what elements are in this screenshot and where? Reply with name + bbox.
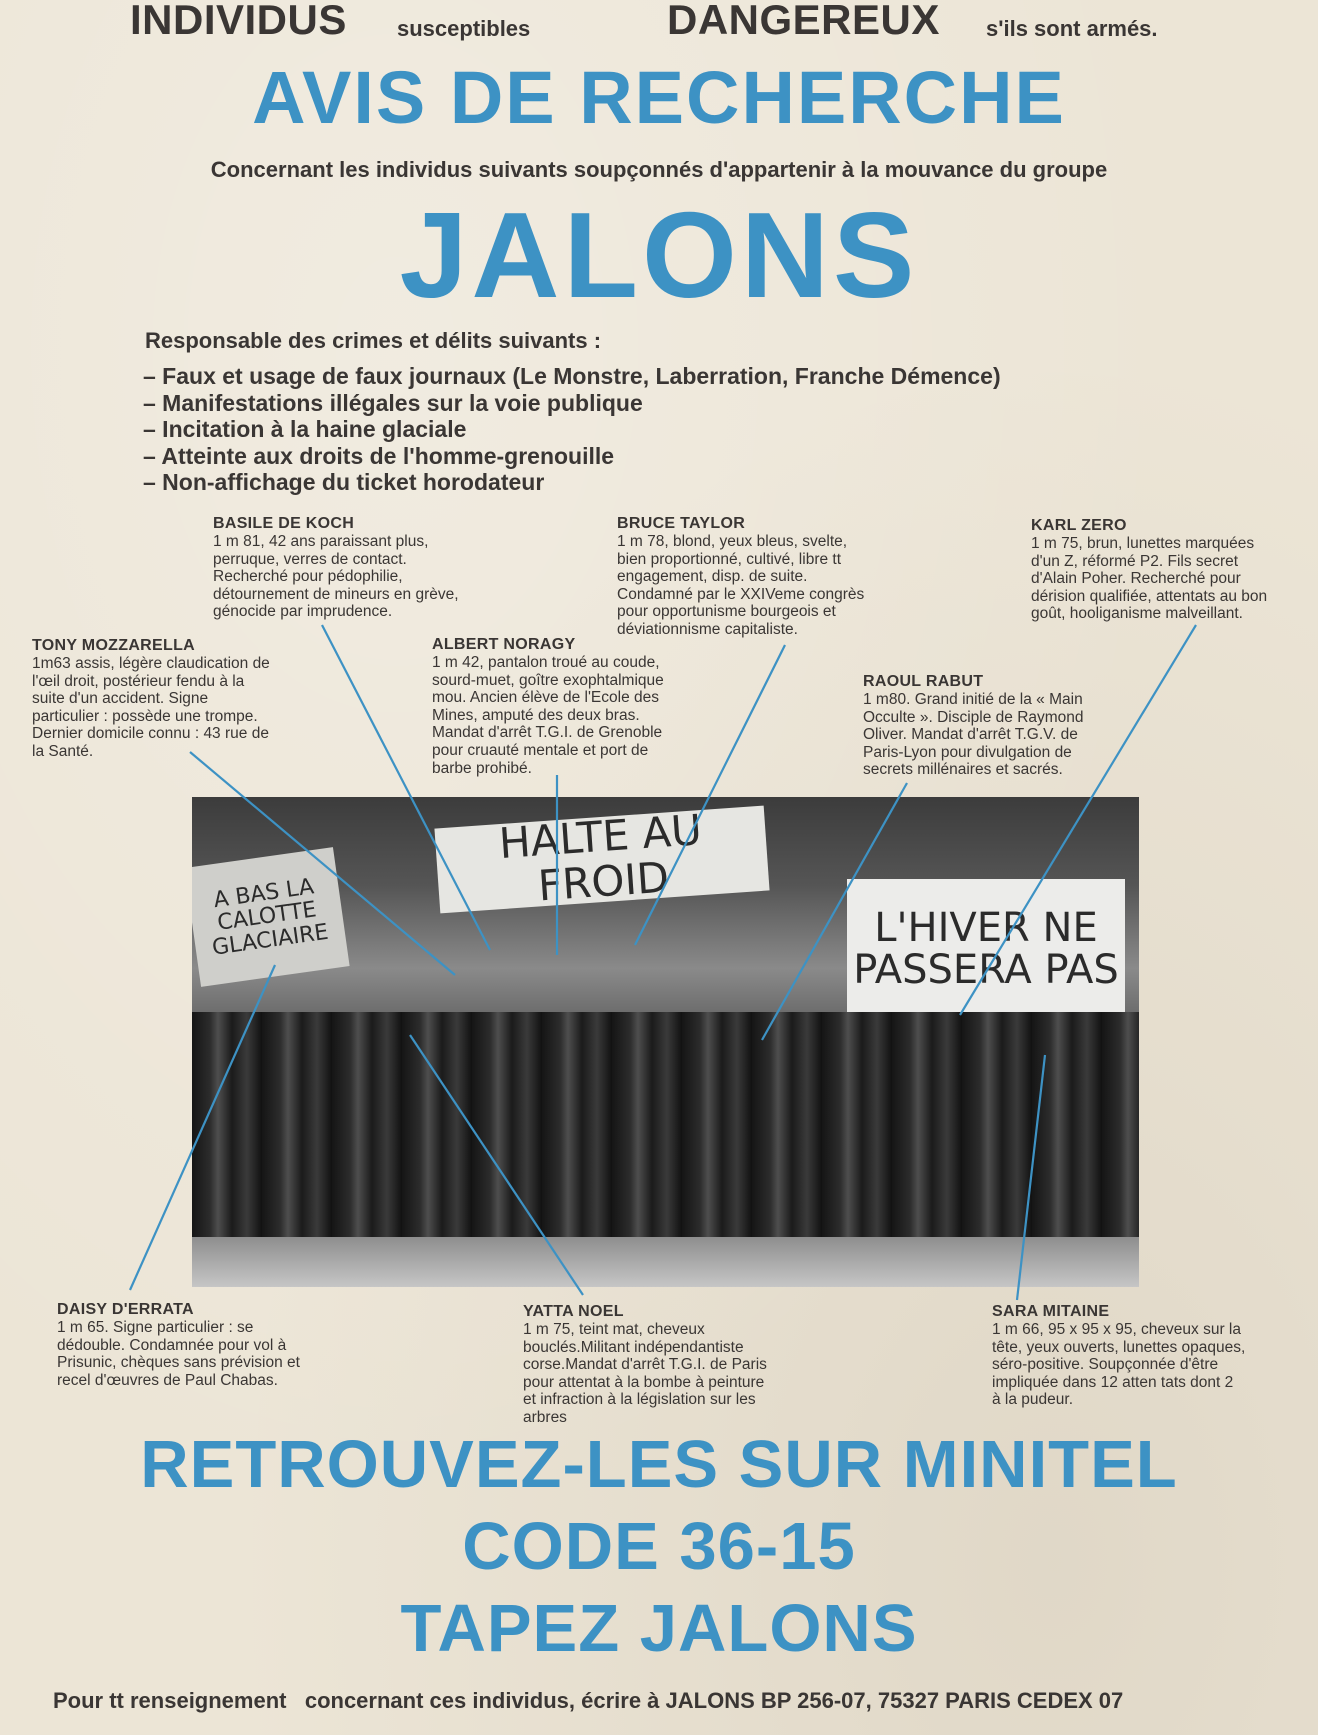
crime-item: – Incitation à la haine glaciale	[143, 416, 467, 442]
suspect-name: RAOUL RABUT	[863, 673, 984, 690]
leader-line	[410, 1035, 583, 1295]
crime-item: – Non-affichage du ticket horodateur	[143, 469, 545, 495]
leader-line	[130, 965, 275, 1290]
page-title: AVIS DE RECHERCHE	[252, 56, 1066, 139]
leader-line	[635, 645, 785, 945]
header-word-susceptibles: susceptibles	[397, 16, 531, 41]
suspect-name: SARA MITAINE	[992, 1303, 1110, 1320]
suspect-daisy-derrata	[57, 1301, 300, 1389]
header-word-individus: INDIVIDUS	[130, 0, 347, 43]
suspect-sara-mitaine	[992, 1303, 1245, 1409]
leader-line	[1017, 1055, 1045, 1300]
leader-line	[960, 625, 1196, 1015]
leader-line	[762, 783, 907, 1040]
crime-item: – Manifestations illégales sur la voie publique	[143, 389, 643, 416]
cta-line-2: CODE 36-15	[462, 1509, 856, 1584]
banner-left: A BAS LA CALOTTE GLACIAIRE	[192, 847, 350, 987]
crime-item: – Atteinte aux droits de l'homme-grenouille	[143, 442, 615, 469]
leader-line	[190, 752, 455, 975]
suspect-name: BASILE DE KOCH	[213, 515, 355, 532]
subtitle: Concernant les individus suivants soupçonnés d'appartenir à la mouvance du groupe	[210, 157, 1108, 182]
group-name: JALONS	[399, 187, 919, 323]
crimes-heading: Responsable des crimes et délits suivants :	[145, 328, 602, 353]
suspect-name: DAISY D'ERRATA	[57, 1301, 194, 1318]
suspect-name: YATTA NOEL	[523, 1303, 624, 1320]
footer-part-1: Pour tt renseignement	[53, 1688, 287, 1713]
suspect-description: 1 m 81, 42 ans paraissant plus, perruque, verres de contact. Recherché pour pédophilie, détournement de mineurs en grève, génocide par imprudence.	[213, 533, 459, 621]
suspect-name: BRUCE TAYLOR	[617, 515, 746, 532]
header-word-dangereux: DANGEREUX	[667, 0, 940, 43]
suspect-description: 1 m 42, pantalon troué au coude, sourd-muet, goître exophtalmique mou. Ancien élève de l'Ecole des Mines, amputé des deux bras. Mandat d'arrêt T.G.I. de Grenoble pour cruauté mentale et port de barbe prohibé.	[432, 654, 664, 777]
banner-center: HALTE AU FROID	[434, 806, 769, 914]
suspect-description: 1m63 assis, légère claudication de l'œil droit, postérieur fendu à la suite d'un accident. Signe particulier : possède une trompe. Dernier domicile connu : 43 rue de la Santé.	[32, 655, 270, 760]
leader-line	[322, 625, 490, 950]
suspect-name: TONY MOZZARELLA	[32, 637, 196, 654]
cta-line-3: TAPEZ JALONS	[400, 1591, 918, 1666]
suspect-yatta-noel	[523, 1303, 767, 1427]
suspect-description: 1 m 65. Signe particulier : se dédouble. Condamnée pour vol à Prisunic, chèques sans prévision et recel d'œuvres de Paul Chabas.	[57, 1319, 300, 1389]
crime-item: – Faux et usage de faux journaux (Le Monstre, Laberration, Franche Démence)	[143, 363, 1001, 389]
suspect-name: KARL ZERO	[1031, 517, 1127, 534]
cta-line-1: RETROUVEZ-LES SUR MINITEL	[140, 1427, 1178, 1502]
header-word-armes: s'ils sont armés.	[986, 16, 1158, 41]
footer-part-2: concernant ces individus, écrire à JALONS BP 256-07, 75327 PARIS CEDEX 07	[304, 1688, 1124, 1713]
suspect-description: 1 m80. Grand initié de la « Main Occulte ». Disciple de Raymond Oliver. Mandat d'arrêt T.G.V. de Paris-Lyon pour divulgation de secrets millénaires et sacrés.	[863, 691, 1084, 779]
suspect-description: 1 m 75, teint mat, cheveux bouclés.Militant indépendantiste corse.Mandat d'arrêt T.G.I. de Paris pour attentat à la bombe à peinture et infraction à la législation sur les arbres	[523, 1321, 767, 1426]
suspect-description: 1 m 66, 95 x 95 x 95, cheveux sur la tête, yeux ouverts, lunettes opaques, séro-positive. Soupçonnée d'être impliquée dans 12 atten tats dont 2 à la pudeur.	[992, 1321, 1246, 1409]
suspect-description: 1 m 75, brun, lunettes marquées d'un Z, réformé P2. Fils secret d'Alain Poher. Recherché pour dérision qualifiée, attentats au bon goût, hooliganisme malveillant.	[1031, 535, 1268, 623]
suspect-name: ALBERT NORAGY	[432, 636, 576, 653]
banner-right: L'HIVER NE PASSERA PAS	[847, 879, 1125, 1019]
suspect-description: 1 m 78, blond, yeux bleus, svelte, bien proportionné, cultivé, libre tt engagement, disp. de suite. Condamné par le XXIVeme congrès pour opportunisme bourgeois et déviationnisme capitaliste.	[617, 533, 865, 638]
footer-text	[53, 1688, 1123, 1714]
